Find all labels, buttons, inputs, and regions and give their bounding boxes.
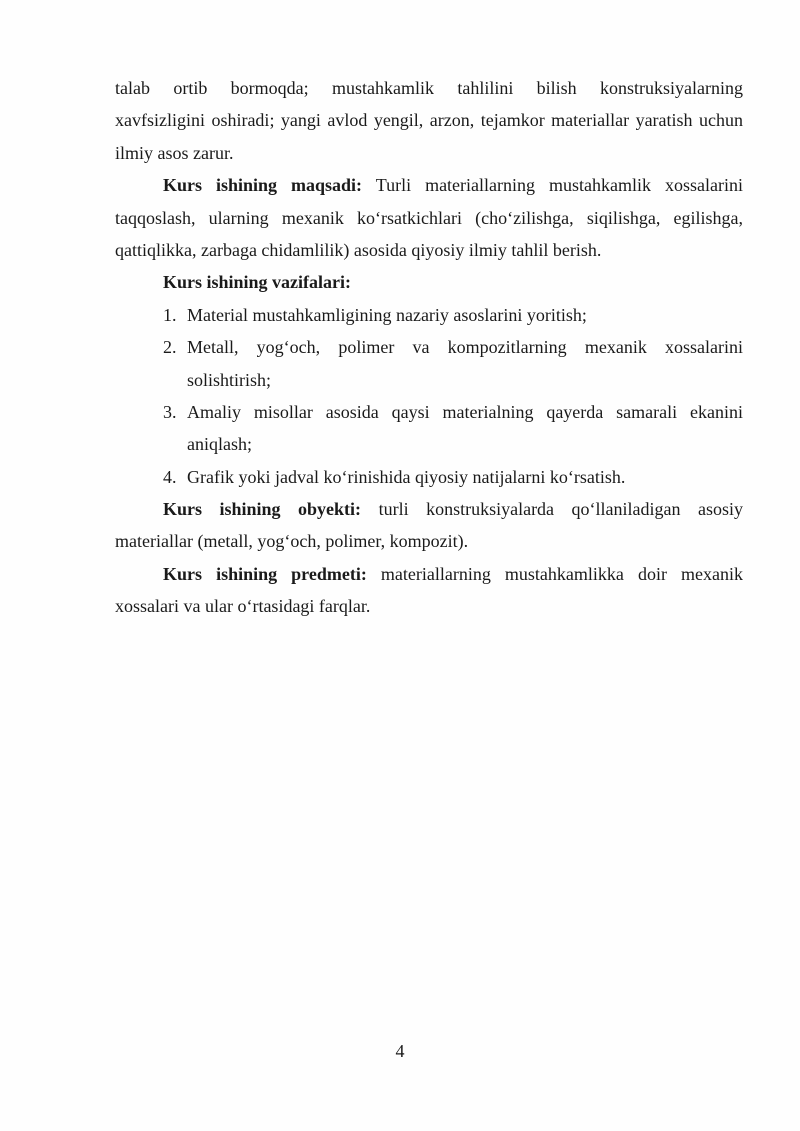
- vazifalari-label: Kurs ishining vazifalari:: [163, 272, 352, 293]
- text-line: [115, 493, 743, 525]
- list-item-number: 1.: [163, 304, 177, 325]
- obyekti-label: Kurs ishining obyekti:: [163, 499, 362, 520]
- page-number: 4: [395, 1041, 405, 1061]
- text-line: [115, 266, 743, 298]
- text-line: taqqoslash, ularning mexanik ko‘rsatkichlari (cho‘zilishga, siqilishga, egilishga,: [115, 207, 743, 228]
- text-line: [115, 428, 743, 460]
- list-item-number: 2.: [163, 337, 177, 358]
- list-item-number: 4.: [163, 466, 177, 487]
- text-line: [115, 396, 743, 428]
- maqsadi-line1: Turli materiallarning mustahkamlik xossalarini: [375, 175, 743, 196]
- list-item-text: solishtirish;: [187, 369, 272, 390]
- predmeti-line1: materiallarning mustahkamlikka doir mexanik: [380, 563, 743, 584]
- text-line: [115, 364, 743, 396]
- list-item-text: Metall, yog‘och, polimer va kompozitlarning mexanik xossalarini: [187, 337, 743, 358]
- text-line: qattiqlikka, zarbaga chidamlilik) asosida qiyosiy ilmiy tahlil berish.: [115, 239, 602, 260]
- list-item-number: 3.: [163, 401, 177, 422]
- text-line: [115, 558, 743, 590]
- maqsadi-paragraph: [115, 169, 743, 266]
- list-item-text: aniqlash;: [187, 434, 252, 455]
- list-item: [115, 331, 743, 396]
- list-item: [115, 396, 743, 461]
- intro-paragraph: [115, 72, 743, 169]
- text-line: ilmiy asos zarur.: [115, 142, 234, 163]
- obyekti-paragraph: [115, 493, 743, 558]
- list-item: [115, 299, 743, 331]
- list-item: [115, 461, 743, 493]
- text-line: [115, 299, 743, 331]
- text-line: [115, 169, 743, 201]
- text-line: materiallar (metall, yog‘och, polimer, kompozit).: [115, 531, 469, 552]
- maqsadi-label: Kurs ishining maqsadi:: [163, 175, 363, 196]
- list-item-text: Material mustahkamligining nazariy asoslarini yoritish;: [187, 304, 587, 325]
- page-body-text: [115, 72, 743, 623]
- text-line: [115, 461, 743, 493]
- text-line: [115, 331, 743, 363]
- list-item-text: Amaliy misollar asosida qaysi materialning qayerda samarali ekanini: [187, 401, 743, 422]
- text-line: xavfsizligini oshiradi; yangi avlod yengil, arzon, tejamkor materiallar yaratish uchun: [115, 110, 743, 131]
- vazifalari-heading: [115, 266, 743, 298]
- list-item-text: Grafik yoki jadval ko‘rinishida qiyosiy natijalarni ko‘rsatish.: [187, 466, 626, 487]
- obyekti-line1: turli konstruksiyalarda qo‘llaniladigan asosiy: [378, 499, 743, 520]
- vazifalari-list: [115, 299, 743, 493]
- text-line: talab ortib bormoqda; mustahkamlik tahlilini bilish konstruksiyalarning: [115, 78, 743, 98]
- text-line: xossalari va ular o‘rtasidagi farqlar.: [115, 596, 371, 617]
- predmeti-paragraph: [115, 558, 743, 623]
- predmeti-label: Kurs ishining predmeti:: [163, 563, 367, 584]
